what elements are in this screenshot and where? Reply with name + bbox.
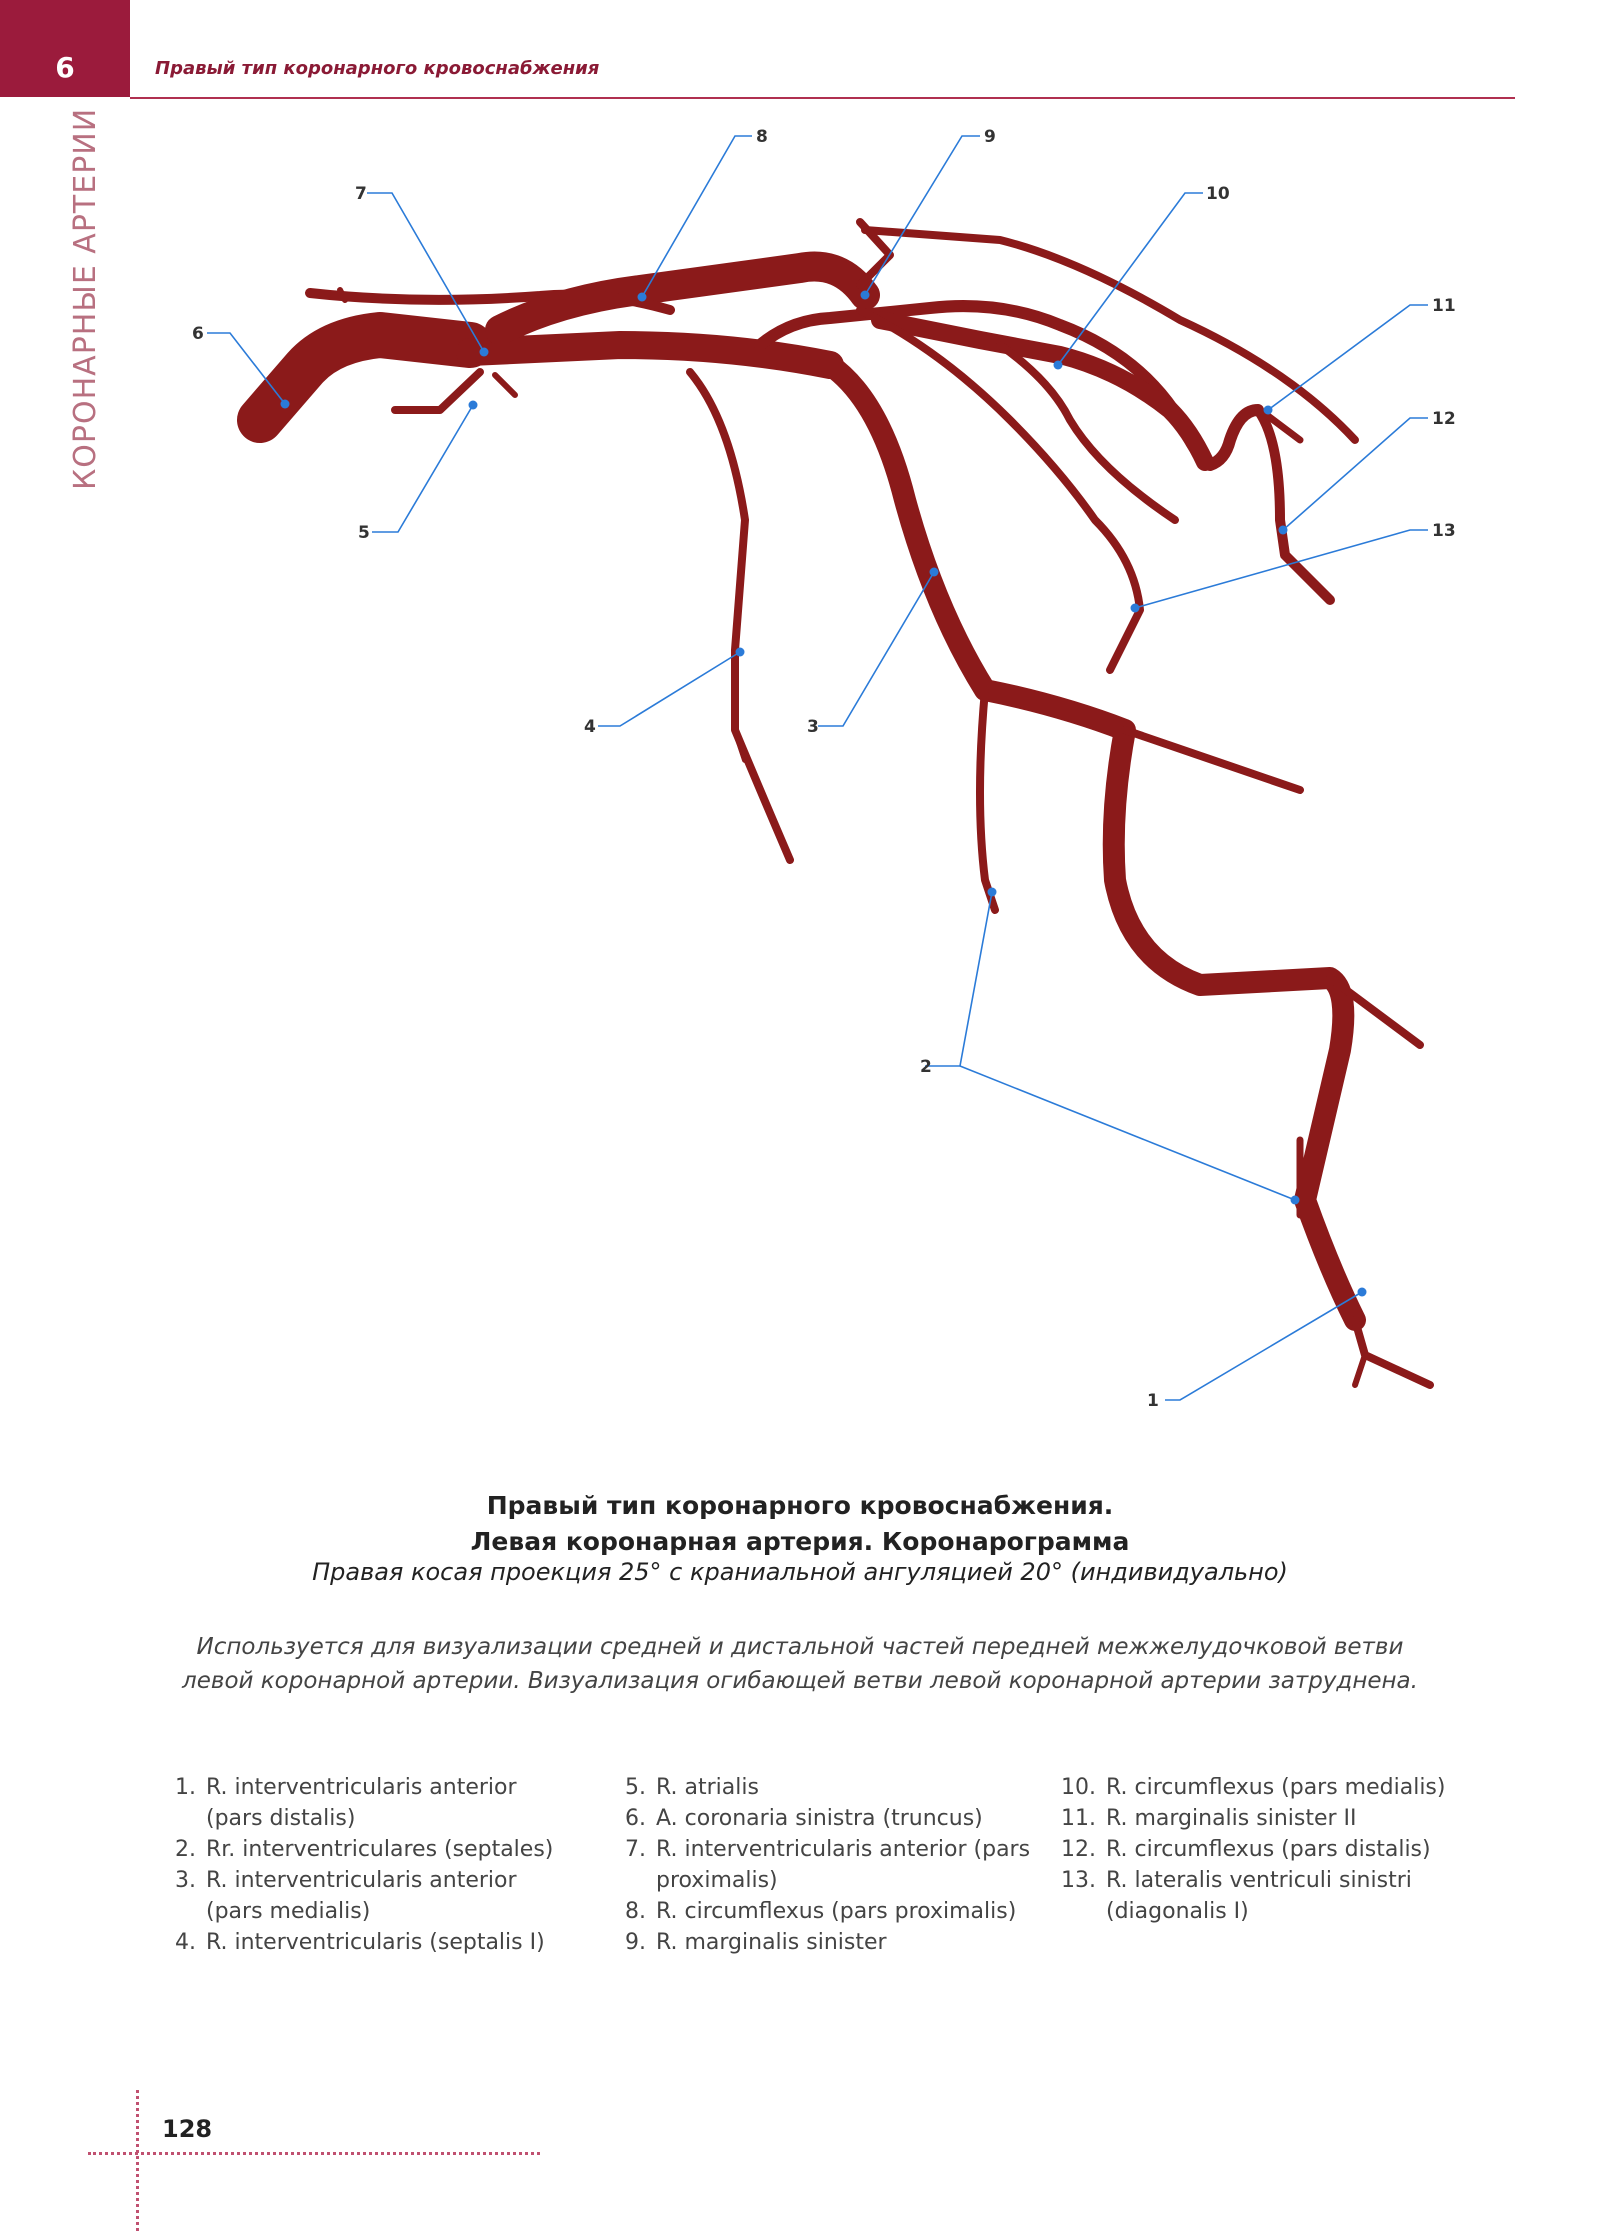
figure-title-line-2: Левая коронарная артерия. Коронарограмма	[470, 1527, 1130, 1556]
callout-12: 12	[1432, 409, 1456, 429]
leader-9	[865, 136, 980, 295]
vessel-tree	[260, 222, 1430, 1385]
leader-2a	[925, 892, 992, 1066]
leader-dot-11	[1264, 406, 1273, 415]
page-number: 128	[162, 2115, 213, 2143]
leader-dot-7	[480, 348, 489, 357]
vessel-atrial	[395, 372, 480, 410]
figure-description	[0, 1630, 1600, 1698]
vessel-circumflex-medial	[880, 320, 1205, 462]
figure-description-line-1: Используется для визуализации средней и дистальной частей передней межжелудочковой ветви	[196, 1634, 1404, 1660]
vessel-septal-1	[690, 372, 790, 860]
legend-column-3	[1060, 1772, 1490, 1927]
legend-item: 12. R. circumflexus (pars distalis)	[1061, 1837, 1431, 1862]
figure-subtitle: Правая косая проекция 25° с краниальной ангуляцией 20° (индивидуально)	[312, 1558, 1288, 1586]
footer-dotted-vertical-rule	[136, 2090, 139, 2231]
legend-column-1	[160, 1772, 580, 1958]
callout-9: 9	[984, 127, 996, 147]
callout-13: 13	[1432, 521, 1456, 541]
callout-1: 1	[1147, 1391, 1159, 1411]
chapter-number: 6	[55, 51, 75, 84]
callout-6: 6	[192, 324, 204, 344]
callout-7: 7	[355, 184, 367, 204]
leader-2b	[960, 1066, 1295, 1200]
figure-description-line-2: левой коронарной артерии. Визуализация огибающей ветви левой коронарной артерии затруднена.	[182, 1668, 1418, 1694]
legend-item: 7. R. interventricularis anterior (pars proximalis)	[625, 1837, 1031, 1893]
leader-dot-8	[638, 293, 647, 302]
callout-5: 5	[358, 523, 370, 543]
leader-dot-1	[1358, 1288, 1367, 1297]
vessel-diagonal-branch	[1125, 730, 1300, 790]
figure-title-line-1: Правый тип коронарного кровоснабжения.	[486, 1491, 1114, 1520]
legend-item: 5. R. atrialis	[625, 1775, 759, 1800]
leader-3	[818, 572, 934, 726]
callout-3: 3	[807, 717, 819, 737]
callout-4: 4	[584, 717, 596, 737]
leader-11	[1268, 305, 1428, 410]
leader-dot-6	[281, 400, 290, 409]
legend-item: 3. R. interventricularis anterior (pars medialis)	[175, 1868, 517, 1924]
legend-item: 4. R. interventricularis (septalis I)	[175, 1930, 545, 1955]
vessel-septal-2	[980, 690, 995, 910]
leader-1	[1165, 1292, 1362, 1400]
running-title: Правый тип коронарного кровоснабжения	[155, 58, 600, 79]
leader-4	[598, 652, 740, 726]
side-title: КОРОНАРНЫЕ АРТЕРИИ	[68, 107, 103, 490]
vessel-lad-distal-fork-b	[1355, 1355, 1365, 1385]
leader-dot-3	[930, 568, 939, 577]
vessel-atrial-twig-2	[495, 375, 515, 395]
leader-5	[372, 405, 473, 532]
leader-dot-2b	[1291, 1196, 1300, 1205]
leader-dot-9	[861, 291, 870, 300]
callout-8: 8	[756, 127, 768, 147]
legend-item: 6. A. coronaria sinistra (truncus)	[625, 1806, 983, 1831]
leader-dot-10	[1054, 361, 1063, 370]
footer-dotted-rule	[88, 2152, 540, 2155]
legend-item: 13. R. lateralis ventriculi sinistri (diagonalis I)	[1061, 1868, 1412, 1924]
leader-dot-12	[1279, 526, 1288, 535]
legend-item: 2. Rr. interventriculares (septales)	[175, 1837, 554, 1862]
leader-dot-2a	[988, 888, 997, 897]
legend-item: 10. R. circumflexus (pars medialis)	[1061, 1775, 1446, 1800]
legend-item: 9. R. marginalis sinister	[625, 1930, 887, 1955]
vessel-marginal	[760, 306, 1258, 465]
vessel-lad-proximal	[470, 345, 830, 365]
legend-item: 1. R. interventricularis anterior (pars distalis)	[175, 1775, 517, 1831]
leader-dot-5	[469, 401, 478, 410]
callout-2: 2	[920, 1057, 932, 1077]
legend-item: 8. R. circumflexus (pars proximalis)	[625, 1899, 1017, 1924]
figure-title	[0, 1488, 1600, 1560]
callout-11: 11	[1432, 296, 1456, 316]
leader-dot-4	[736, 648, 745, 657]
leader-dot-13	[1131, 604, 1140, 613]
legend-column-2	[610, 1772, 1050, 1958]
legend-item: 11. R. marginalis sinister II	[1061, 1806, 1357, 1831]
callout-10: 10	[1206, 184, 1230, 204]
